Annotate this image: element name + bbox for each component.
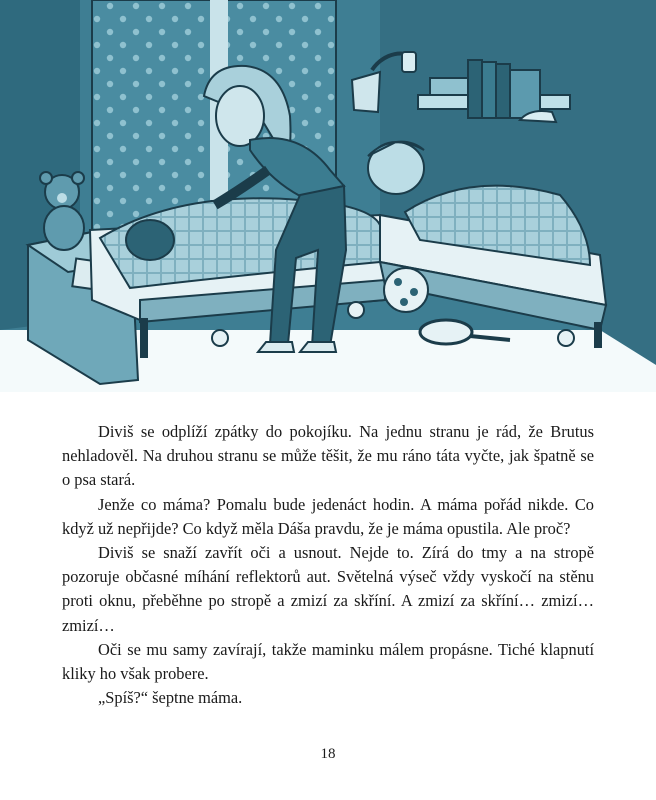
paragraph: Oči se mu samy zavírají, takže maminku málem propásne. Tiché klapnutí kliky ho však probere. <box>62 639 594 684</box>
bedroom-illustration <box>0 0 656 392</box>
paragraph: Jenže co máma? Pomalu bude jedenáct hodin. A máma pořád nikde. Co když už nepřijde? Co když měla Dáša pravdu, že je máma opustila. Ale proč? <box>62 494 594 538</box>
paragraph: Diviš se snaží zavřít oči a usnout. Nejde to. Zírá do tmy a na stropě pozoruje občasné míhání reflektorů aut. Světelná výseč vždy vyskočí na stěnu proti oknu, přeběhne po stropě a zmizí za skříní. A zmizí za skříní… zmizí… zmizí… <box>62 543 594 635</box>
paragraph: Diviš se odplíží zpátky do pokojíku. Na jednu stranu je rád, že Brutus nehladověl. Na druhou stranu se může těšit, že mu ráno táta vyčte, jak špatně se o psa stará. <box>62 422 594 490</box>
story-text <box>62 420 594 710</box>
page-number: 18 <box>320 746 336 762</box>
paragraph: „Spíš?“ šeptne máma. <box>98 688 243 708</box>
